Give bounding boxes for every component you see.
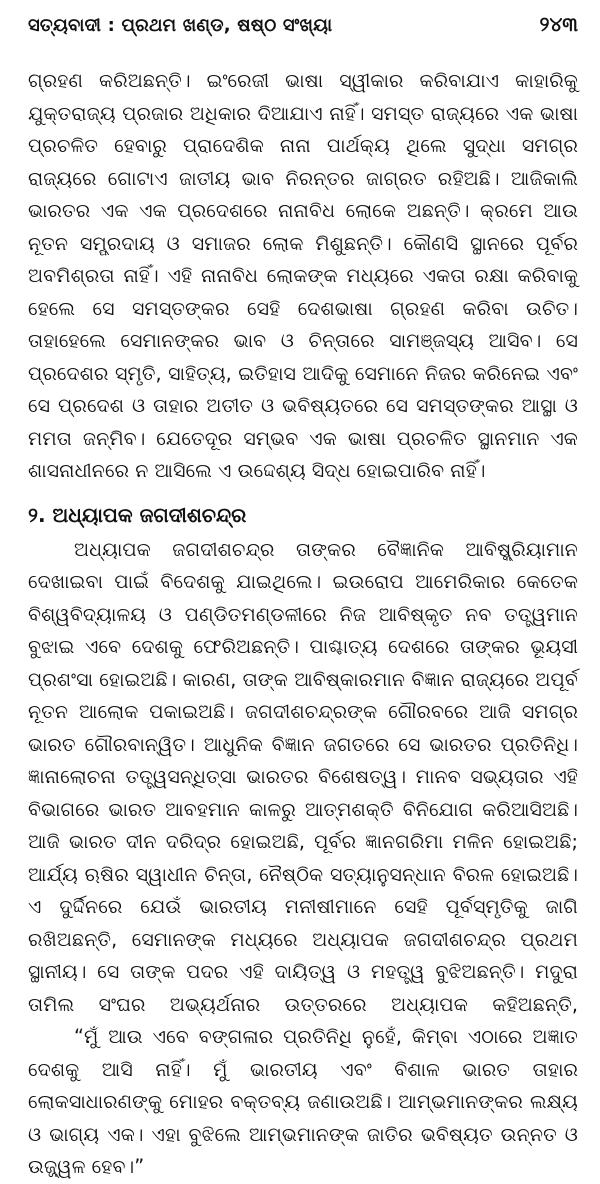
page-number: ୨୪୩	[539, 12, 578, 36]
running-header	[28, 12, 578, 46]
quotation-paragraph: “ମୁଁ ଆଉ ଏବେ ବଙ୍ଗଳାର ପ୍ରତିନିଧି ନୁହେଁ, କିମ୍ବା ଏଠାରେ ଅଜ୍ଞାତ ଦେଶକୁ ଆସି ନାହିଁ। ମୁଁ ଭାରତୀୟ ଏବଂ ବିଶାଳ ଭାରତ ତାହାର ଲୋକସାଧାରଣଙ୍କୁ ମୋହର ବକ୍ତବ୍ୟ ଜଣାଉଅଛି। ଆମ୍ଭମାନଙ୍କର ଲକ୍ଷ୍ୟ ଓ ଭାଗ୍ୟ ଏକ। ଏହା ବୁଝିଲେ ଆମ୍ଭମାନଙ୍କ ଜାତିର ଭବିଷ୍ୟତ ଉନ୍ନତ ଓ ଉଜ୍ଜ୍ୱଳ ହେବ।”	[28, 1025, 578, 1178]
paragraph-language-unity: ଗ୍ରହଣ କରିଅଛନ୍ତି। ଇଂରେଜୀ ଭାଷା ସ୍ୱୀକାର କରିବାଯାଏ କାହାରିକୁ ଯୁକ୍ତରାଜ୍ୟ ପ୍ରଜାର ଅଧିକାର ଦିଆଯାଏ ନାହିଁ। ସମସ୍ତ ରାଜ୍ୟରେ ଏକ ଭାଷା ପ୍ରଚଳିତ ହେବାରୁ ପ୍ରାଦେଶିକ ନାନା ପାର୍ଥକ୍ୟ ଥିଲେ ସୁଦ୍ଧା ସମଗ୍ର ରାଜ୍ୟରେ ଗୋଟାଏ ଜାତୀୟ ଭାବ ନିରନ୍ତର ଜାଗ୍ରତ ରହିଅଛି। ଆଜିକାଲି ଭାରତର ଏକ ଏକ ପ୍ରଦେଶରେ ନାନାବିଧ ଲୋକେ ଅଛନ୍ତି। କ୍ରମେ ଆଉ ନୂତନ ସମ୍ପ୍ରଦାୟ ଓ ସମାଜର ଲୋକ ମିଶୁଛନ୍ତି। କୌଣସି ସ୍ଥାନରେ ପୂର୍ବର ଅବମିଶ୍ରତା ନାହିଁ। ଏହି ନାନାବିଧ ଲୋକଙ୍କ ମଧ୍ୟରେ ଏକତା ରକ୍ଷା କରିବାକୁ ହେଲେ ସେ ସମସ୍ତଙ୍କର ସେହି ଦେଶଭାଷା ଗ୍ରହଣ କରିବା ଉଚିତ। ତାହାହେଲେ ସେମାନଙ୍କର ଭାବ ଓ ଚିନ୍ତାରେ ସାମଞ୍ଜସ୍ୟ ଆସିବ। ସେ ପ୍ରଦେଶର ସ୍ମୃତି, ସାହିତ୍ୟ, ଇତିହାସ ଆଦିକୁ ସେମାନେ ନିଜର କରିନେଇ ଏବଂ ସେ ପ୍ରଦେଶ ଓ ତାହାର ଅତୀତ ଓ ଭବିଷ୍ୟତରେ ସେ ସମସ୍ତଙ୍କର ଆସ୍ଥା ଓ ମମତା ଜନ୍ମିବ। ଯେତେଦୂର ସମ୍ଭବ ଏକ ଭାଷା ପ୍ରଚଳିତ ସ୍ଥାନମାନ ଏକ ଶାସନାଧୀନରେ ନ ଆସିଲେ ଏ ଉଦ୍ଦେଶ୍ୟ ସିଦ୍ଧ ହୋଇପାରିବ ନାହିଁ।	[28, 69, 578, 482]
paragraph-jagadish-chandra: ଅଧ୍ୟାପକ ଜଗଦୀଶଚନ୍ଦ୍ର ତାଙ୍କର ବୈଜ୍ଞାନିକ ଆବିଷ୍କ୍ରିୟାମାନ ଦେଖାଇବା ପାଇଁ ବିଦେଶକୁ ଯାଇଥିଲେ। ଇଉରୋପ ଆମେରିକାର କେତେକ ବିଶ୍ୱବିଦ୍ୟାଳୟ ଓ ପଣ୍ଡିତମଣ୍ଡଳୀରେ ନିଜ ଆବିଷ୍କୃତ ନବ ତତ୍ତ୍ୱମାନ ବୁଝାଇ ଏବେ ଦେଶକୁ ଫେରିଅଛନ୍ତି। ପାଶ୍ଚାତ୍ୟ ଦେଶରେ ତାଙ୍କର ଭୂୟସୀ ପ୍ରଶଂସା ହୋଇଅଛି। କାରଣ, ତାଙ୍କ ଆବିଷ୍କାରମାନ ବିଜ୍ଞାନ ରାଜ୍ୟରେ ଅପୂର୍ବ ନୂତନ ଆଲୋକ ପକାଇଅଛି। ଜଗଦୀଶଚନ୍ଦ୍ରଙ୍କ ଗୌରବରେ ଆଜି ସମଗ୍ର ଭାରତ ଗୌରବାନ୍ୱିତ। ଆଧୁନିକ ବିଜ୍ଞାନ ଜଗତରେ ସେ ଭାରତର ପ୍ରତିନିଧି। ଜ୍ଞାନାଲୋଚନା ତତ୍ତ୍ୱସନ୍ଧିତ୍ସା ଭାରତର ବିଶେଷତ୍ୱ। ମାନବ ସଭ୍ୟତାର ଏହି ବିଭାଗରେ ଭାରତ ଆବହମାନ କାଳରୁ ଆତ୍ମଶକ୍ତି ବିନିଯୋଗ କରିଆସିଅଛି। ଆଜି ଭାରତ ଦୀନ ଦରିଦ୍ର ହୋଇଅଛି, ପୂର୍ବର ଜ୍ଞାନଗରିମା ମଳିନ ହୋଇଅଛି; ଆର୍ଯ୍ୟ ଋଷିର ସ୍ୱାଧୀନ ଚିନ୍ତା, ନୈଷ୍ଠିକ ସତ୍ୟାନୁସନ୍ଧାନ ବିରଳ ହୋଇଅଛି। ଏ ଦୁର୍ଦ୍ଦିନରେ ଯେଉଁ ଭାରତୀୟ ମନୀଷୀମାନେ ସେହି ପୂର୍ବସ୍ମୃତିକୁ ଜାଗି ରଖିଅଛନ୍ତି, ସେମାନଙ୍କ ମଧ୍ୟରେ ଅଧ୍ୟାପକ ଜଗଦୀଶଚନ୍ଦ୍ର ପ୍ରଥମ ସ୍ଥାନୀୟ। ସେ ତାଙ୍କ ପଦର ଏହି ଦାୟିତ୍ୱ ଓ ମହତ୍ତ୍ୱ ବୁଝିଅଛନ୍ତି। ମଦୁରା ତାମିଲ ସଂଘର ଅଭ୍ୟର୍ଥନାର ଉତ୍ତରରେ ଅଧ୍ୟାପକ କହିଅଛନ୍ତି,	[28, 537, 578, 1016]
section-heading: ୨. ଅଧ୍ୟାପକ ଜଗଦୀଶଚନ୍ଦ୍ର	[28, 502, 247, 527]
running-title: ସତ୍ୟବାଦୀ : ପ୍ରଥମ ଖଣ୍ଡ, ଷଷ୍ଠ ସଂଖ୍ୟା	[28, 15, 333, 36]
